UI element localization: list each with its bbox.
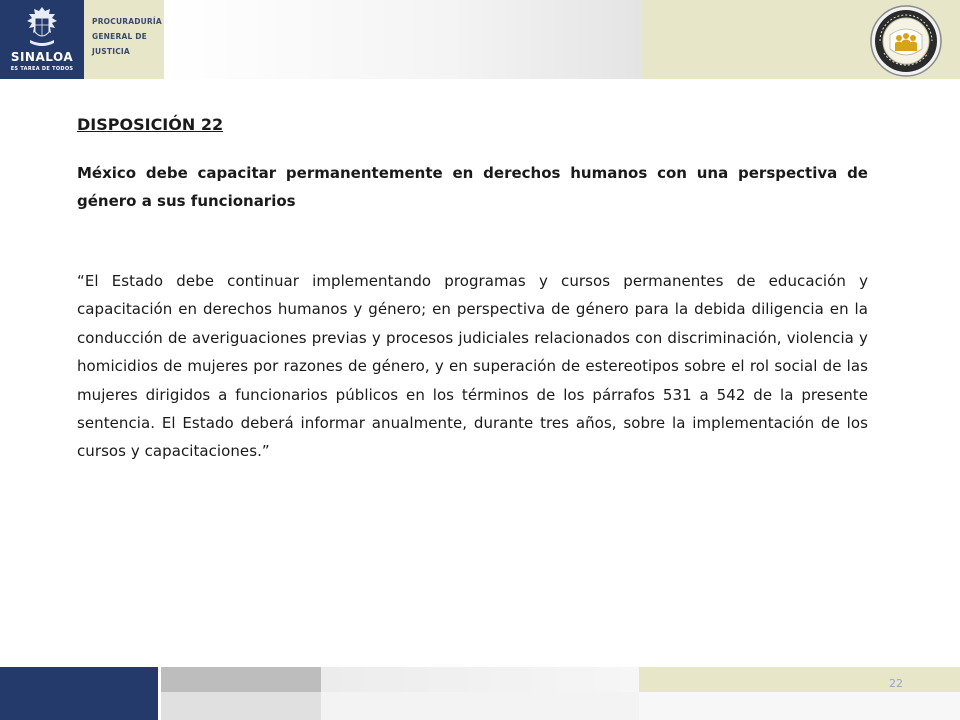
- footer-band: [0, 667, 960, 720]
- slide-subtitle: México debe capacitar permanentemente en derechos humanos con una perspectiva de género a sus funcionarios: [77, 164, 868, 210]
- sinaloa-crest-icon: [24, 6, 60, 50]
- logo-name: SINALOA: [10, 50, 74, 64]
- footer-navy-block: [0, 667, 158, 720]
- slide-title: DISPOSICIÓN 22: [77, 115, 224, 134]
- agency-name-line-3: JUSTICIA: [92, 47, 130, 56]
- agency-name-line-2: GENERAL DE: [92, 32, 147, 41]
- slide-quote: “El Estado debe continuar implementando programas y cursos permanentes de educación y capacitación en derechos humanos y género; en perspectiva de género para la debida diligencia en la conducción de averiguaciones previas y procesos judiciales relacionados con discriminación, violencia y homicidios de mujeres por razones de género, y en superación de estereotipos sobre el rol social de las mujeres dirigidos a funcionarios públicos en los términos de los párrafos 531 a 542 de la presente sentencia. El Estado deberá informar anualmente, durante tres años, sobre la implementación de los cursos y capacitaciones.”: [77, 272, 868, 461]
- header-logo-block: [0, 0, 84, 79]
- footer-cream-block-lower: [639, 692, 960, 720]
- footer-gray-block-lower: [161, 692, 321, 720]
- footer-light-block-lower: [321, 692, 639, 720]
- page-number: 22: [889, 677, 903, 690]
- footer-gray-block: [161, 667, 321, 692]
- header-gradient: [164, 0, 642, 79]
- logo-motto: ES TAREA DE TODOS: [10, 66, 74, 72]
- header-band: [0, 0, 960, 79]
- footer-light-block: [321, 667, 639, 692]
- slide-content: [77, 112, 868, 466]
- institutional-seal-icon: [870, 5, 942, 77]
- footer-cream-block: [639, 667, 960, 692]
- agency-name-line-1: PROCURADURÍA: [92, 17, 162, 26]
